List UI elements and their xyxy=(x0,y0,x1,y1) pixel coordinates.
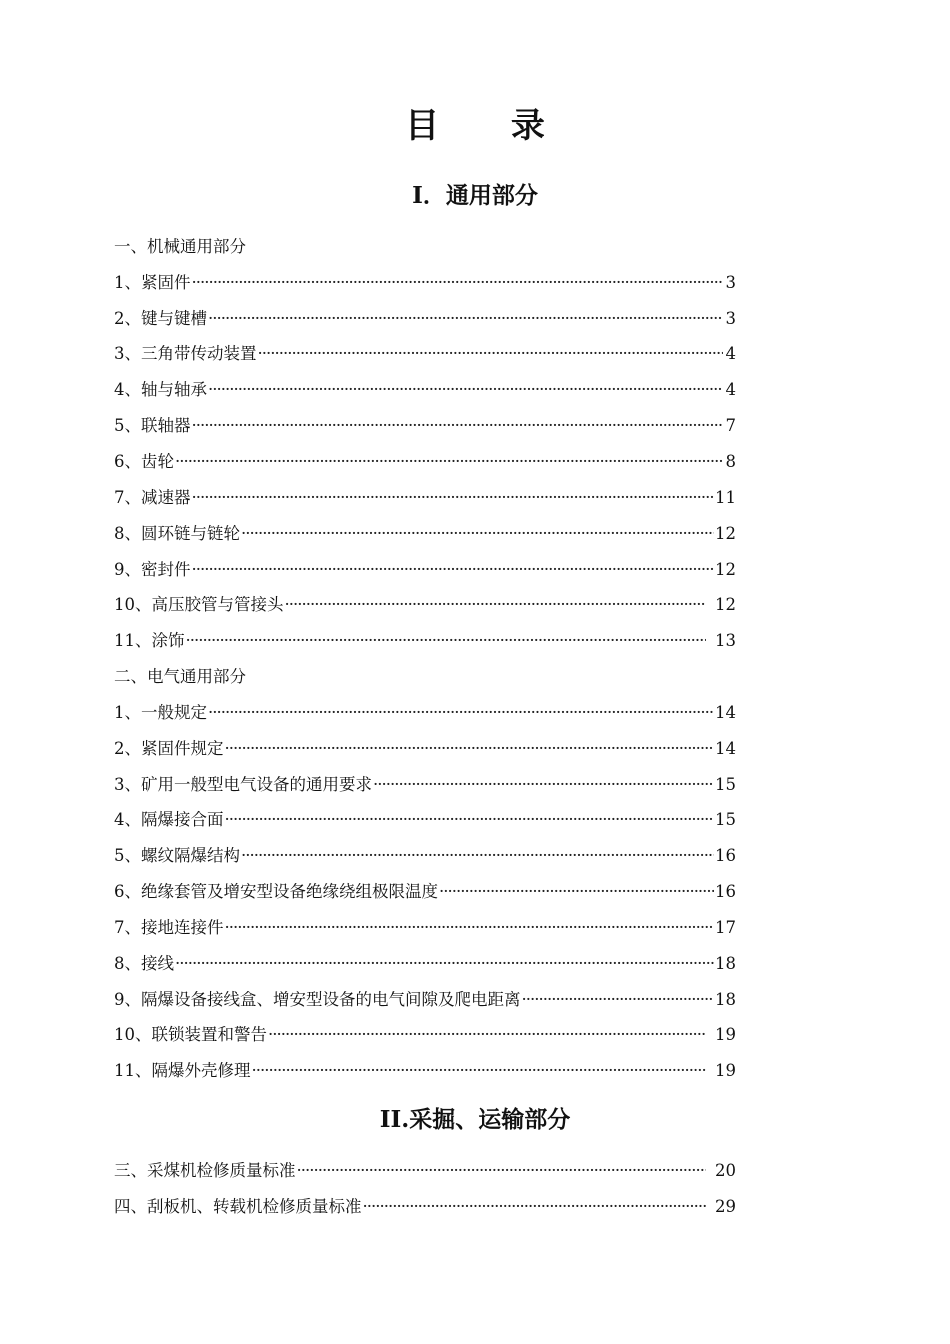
toc-entry-page-number: 16 xyxy=(715,846,736,866)
toc-entry-label: 8、接线 xyxy=(114,953,174,973)
toc-entry-page-number: 7 xyxy=(725,416,736,436)
toc-entry-label: 11、涂饰 xyxy=(114,631,185,651)
toc-dot-leader xyxy=(186,631,707,651)
toc-entry[interactable] xyxy=(114,480,736,516)
toc-entry-page-number: 19 xyxy=(715,1061,736,1081)
toc-entry[interactable] xyxy=(114,803,736,839)
toc-entry-label: 6、齿轮 xyxy=(114,451,174,471)
toc-entry-label: 2、紧固件规定 xyxy=(114,738,224,758)
part-heading-general: I．通用部分 xyxy=(412,182,538,209)
toc-dot-leader xyxy=(241,524,714,544)
toc-entry-label: 9、密封件 xyxy=(114,559,191,579)
toc-entry-label: 4、轴与轴承 xyxy=(114,380,207,400)
toc-dot-leader xyxy=(175,954,714,974)
toc-entry-label: 2、键与键槽 xyxy=(114,308,207,328)
toc-entry-label: 8、圆环链与链轮 xyxy=(114,523,240,543)
toc-dot-leader xyxy=(208,309,723,329)
toc-entry-label: 5、联轴器 xyxy=(114,416,191,436)
toc-dot-leader xyxy=(363,1197,707,1217)
toc-entry[interactable] xyxy=(114,946,736,982)
toc-dot-leader xyxy=(192,416,724,436)
toc-dot-leader xyxy=(192,488,715,508)
toc-entry-page-number: 3 xyxy=(725,272,736,292)
toc-entry[interactable] xyxy=(114,874,736,910)
toc-entry-page-number: 8 xyxy=(725,451,736,471)
toc-entry[interactable] xyxy=(114,265,736,301)
toc-entry-page-number: 12 xyxy=(715,523,736,543)
toc-entry-label: 7、减速器 xyxy=(114,487,191,507)
toc-entry[interactable] xyxy=(114,516,736,552)
section-heading-mechanical: 一、机械通用部分 xyxy=(114,236,246,256)
toc-entry-label: 三、采煤机检修质量标准 xyxy=(114,1160,296,1180)
toc-dot-leader xyxy=(208,380,723,400)
toc-entry[interactable] xyxy=(114,1153,736,1189)
toc-entry-page-number: 13 xyxy=(715,631,736,651)
page-title: 目 录 xyxy=(405,106,575,146)
toc-dot-leader xyxy=(225,918,715,938)
toc-entry-page-number: 18 xyxy=(715,989,736,1009)
toc-entry-label: 1、紧固件 xyxy=(114,272,191,292)
toc-entry-label: 5、螺纹隔爆结构 xyxy=(114,846,240,866)
toc-dot-leader xyxy=(225,810,715,830)
toc-entry[interactable] xyxy=(114,910,736,946)
toc-entry-page-number: 14 xyxy=(715,738,736,758)
toc-dot-leader xyxy=(241,846,714,866)
toc-entry[interactable] xyxy=(114,1053,736,1089)
toc-dot-leader xyxy=(192,273,724,293)
toc-dot-leader xyxy=(225,739,715,759)
toc-entry[interactable] xyxy=(114,444,736,480)
toc-entry[interactable] xyxy=(114,372,736,408)
toc-entry-label: 6、绝缘套管及增安型设备绝缘绕组极限温度 xyxy=(114,882,438,902)
toc-entry-label: 7、接地连接件 xyxy=(114,917,224,937)
toc-entry-label: 1、一般规定 xyxy=(114,702,207,722)
toc-entry-page-number: 29 xyxy=(715,1196,736,1216)
toc-entry[interactable] xyxy=(114,731,736,767)
toc-dot-leader xyxy=(522,990,715,1010)
toc-dot-leader xyxy=(252,1061,707,1081)
toc-entry-page-number: 15 xyxy=(715,774,736,794)
toc-entry-label: 10、联锁装置和警告 xyxy=(114,1025,267,1045)
toc-entry-page-number: 17 xyxy=(715,917,736,937)
toc-dot-leader xyxy=(373,775,714,795)
toc-entry-page-number: 20 xyxy=(715,1160,736,1180)
toc-entry-page-number: 3 xyxy=(725,308,736,328)
toc-entry-page-number: 11 xyxy=(715,487,736,507)
section-heading-electrical: 二、电气通用部分 xyxy=(114,667,246,687)
toc-dot-leader xyxy=(192,560,715,580)
toc-entry[interactable] xyxy=(114,1189,736,1225)
toc-entry-label: 9、隔爆设备接线盒、增安型设备的电气间隙及爬电距离 xyxy=(114,989,521,1009)
toc-list-mining-transport xyxy=(114,1153,736,1225)
toc-entry-label: 4、隔爆接合面 xyxy=(114,810,224,830)
toc-entry[interactable] xyxy=(114,1018,736,1054)
toc-entry[interactable] xyxy=(114,838,736,874)
toc-entry-label: 11、隔爆外壳修理 xyxy=(114,1061,251,1081)
toc-entry-page-number: 15 xyxy=(715,810,736,830)
toc-dot-leader xyxy=(285,595,707,615)
toc-dot-leader xyxy=(258,344,724,364)
part-heading-mining-transport: II.采掘、运输部分 xyxy=(379,1106,571,1133)
toc-entry[interactable] xyxy=(114,408,736,444)
toc-entry[interactable] xyxy=(114,552,736,588)
toc-entry[interactable] xyxy=(114,695,736,731)
toc-entry-page-number: 4 xyxy=(725,344,736,364)
toc-entry-page-number: 12 xyxy=(715,595,736,615)
toc-entry-label: 10、高压胶管与管接头 xyxy=(114,595,284,615)
toc-dot-leader xyxy=(175,452,723,472)
toc-entry-page-number: 18 xyxy=(715,953,736,973)
toc-entry-label: 四、刮板机、转载机检修质量标准 xyxy=(114,1196,362,1216)
toc-entry-page-number: 4 xyxy=(725,380,736,400)
toc-entry-page-number: 12 xyxy=(715,559,736,579)
toc-entry-page-number: 16 xyxy=(715,882,736,902)
toc-dot-leader xyxy=(439,882,714,902)
toc-entry[interactable] xyxy=(114,982,736,1018)
toc-entry-page-number: 19 xyxy=(715,1025,736,1045)
toc-list-general xyxy=(114,229,736,1089)
toc-entry[interactable] xyxy=(114,623,736,659)
toc-dot-leader xyxy=(208,703,714,723)
toc-entry-label: 3、矿用一般型电气设备的通用要求 xyxy=(114,774,372,794)
toc-dot-leader xyxy=(268,1025,706,1045)
toc-dot-leader xyxy=(297,1161,707,1181)
toc-entry[interactable] xyxy=(114,301,736,337)
toc-entry[interactable] xyxy=(114,587,736,623)
toc-entry-label: 3、三角带传动装置 xyxy=(114,344,257,364)
toc-entry-page-number: 14 xyxy=(715,702,736,722)
toc-entry[interactable] xyxy=(114,767,736,803)
toc-entry[interactable] xyxy=(114,337,736,373)
